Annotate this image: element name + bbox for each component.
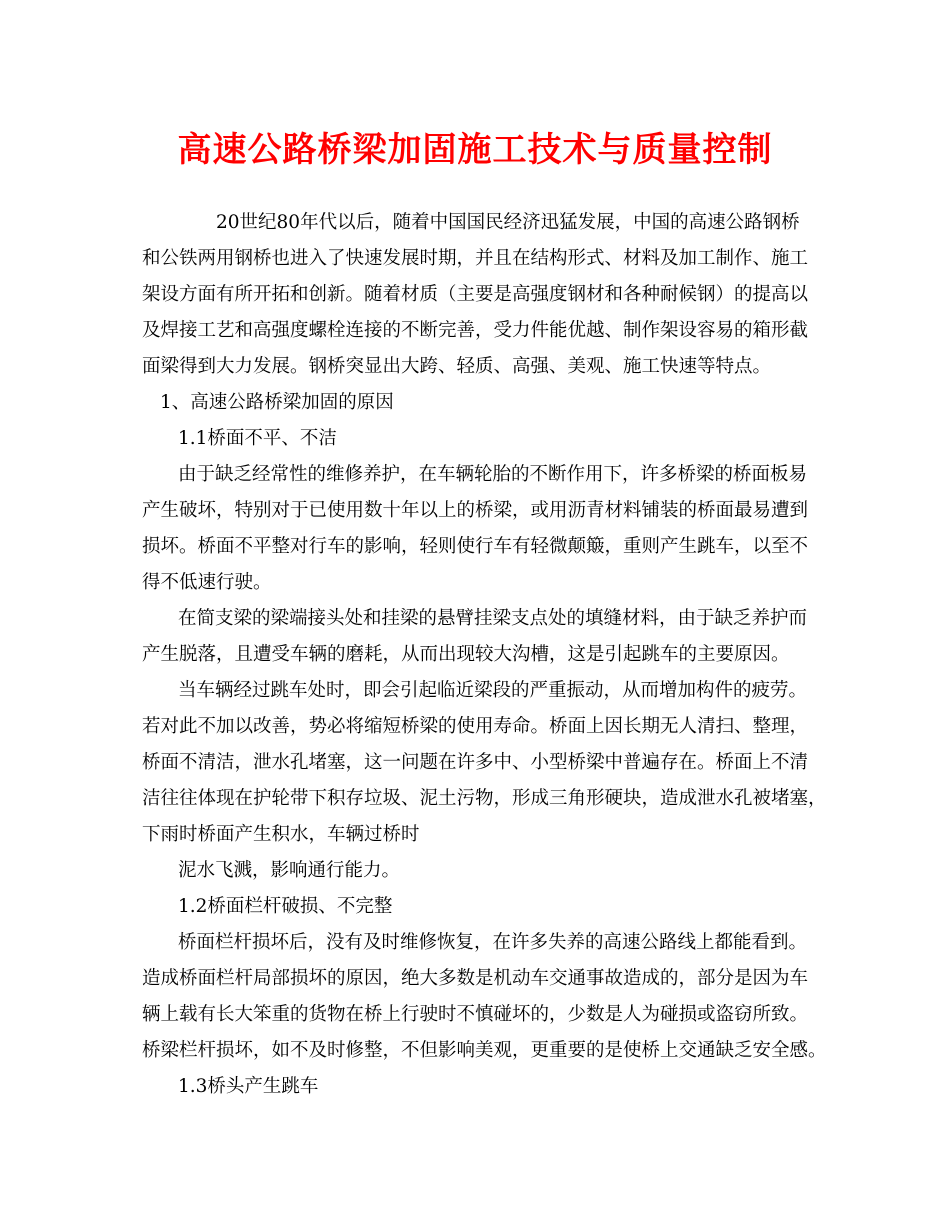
paragraph-line: 桥面不清洁，泄水孔堵塞，这一问题在许多中、小型桥梁中普遍存在。桥面上不清 xyxy=(142,752,809,773)
paragraph-line: 面梁得到大力发展。钢桥突显出大跨、轻质、高强、美观、施工快速等特点。 xyxy=(142,356,772,377)
section-heading: 1、高速公路桥梁加固的原因 xyxy=(160,392,394,413)
paragraph-line: 得不低速行驶。 xyxy=(142,572,272,593)
paragraph-line: 和公铁两用钢桥也进入了快速发展时期，并且在结构形式、材料及加工制作、施工 xyxy=(142,248,809,269)
paragraph-line: 若对此不加以改善，势必将缩短桥梁的使用寿命。桥面上因长期无人清扫、整理， xyxy=(142,716,809,737)
paragraph-line: 产生破坏，特别对于已使用数十年以上的桥梁，或用沥青材料铺装的桥面最易遭到 xyxy=(142,500,809,521)
paragraph-line: 架设方面有所开拓和创新。随着材质（主要是高强度钢材和各种耐候钢）的提高以 xyxy=(142,284,809,305)
paragraph-line: 损坏。桥面不平整对行车的影响，轻则使行车有轻微颠簸，重则产生跳车，以至不 xyxy=(142,536,809,557)
paragraph-line: 桥梁栏杆损坏，如不及时修整，不但影响美观，更重要的是使桥上交通缺乏安全感。 xyxy=(142,1040,827,1061)
paragraph-line: 洁往往体现在护轮带下积存垃圾、泥土污物，形成三角形硬块，造成泄水孔被堵塞， xyxy=(142,788,827,809)
paragraph-line: 桥面栏杆损坏后，没有及时维修恢复，在许多失养的高速公路线上都能看到。 xyxy=(178,932,808,953)
paragraph-line: 及焊接工艺和高强度螺栓连接的不断完善，受力件能优越、制作架设容易的箱形截 xyxy=(142,320,809,341)
paragraph-line: 下雨时桥面产生积水，车辆过桥时 xyxy=(142,824,420,845)
paragraph-line: 泥水飞溅，影响通行能力。 xyxy=(178,860,401,881)
document-title: 高速公路桥梁加固施工技术与质量控制 xyxy=(177,130,773,170)
subsection-heading: 1.1桥面不平、不洁 xyxy=(178,428,337,449)
paragraph-line: 产生脱落，且遭受车辆的磨耗，从而出现较大沟槽，这是引起跳车的主要原因。 xyxy=(142,644,790,665)
paragraph-line: 当车辆经过跳车处时，即会引起临近梁段的严重振动，从而增加构件的疲劳。 xyxy=(178,680,808,701)
paragraph-line: 造成桥面栏杆局部损坏的原因，绝大多数是机动车交通事故造成的，部分是因为车 xyxy=(142,968,809,989)
paragraph-line: 由于缺乏经常性的维修养护，在车辆轮胎的不断作用下，许多桥梁的桥面板易 xyxy=(178,464,808,485)
paragraph-line: 辆上载有长大笨重的货物在桥上行驶时不慎碰坏的，少数是人为碰损或盗窃所致。 xyxy=(142,1004,809,1025)
subsection-heading: 1.3桥头产生跳车 xyxy=(178,1076,319,1097)
paragraph-line: 在简支梁的梁端接头处和挂梁的悬臂挂梁支点处的填缝材料，由于缺乏养护而 xyxy=(178,608,808,629)
subsection-heading: 1.2桥面栏杆破损、不完整 xyxy=(178,896,393,917)
paragraph-line: 20世纪80年代以后，随着中国国民经济迅猛发展，中国的高速公路钢桥 xyxy=(216,212,800,233)
